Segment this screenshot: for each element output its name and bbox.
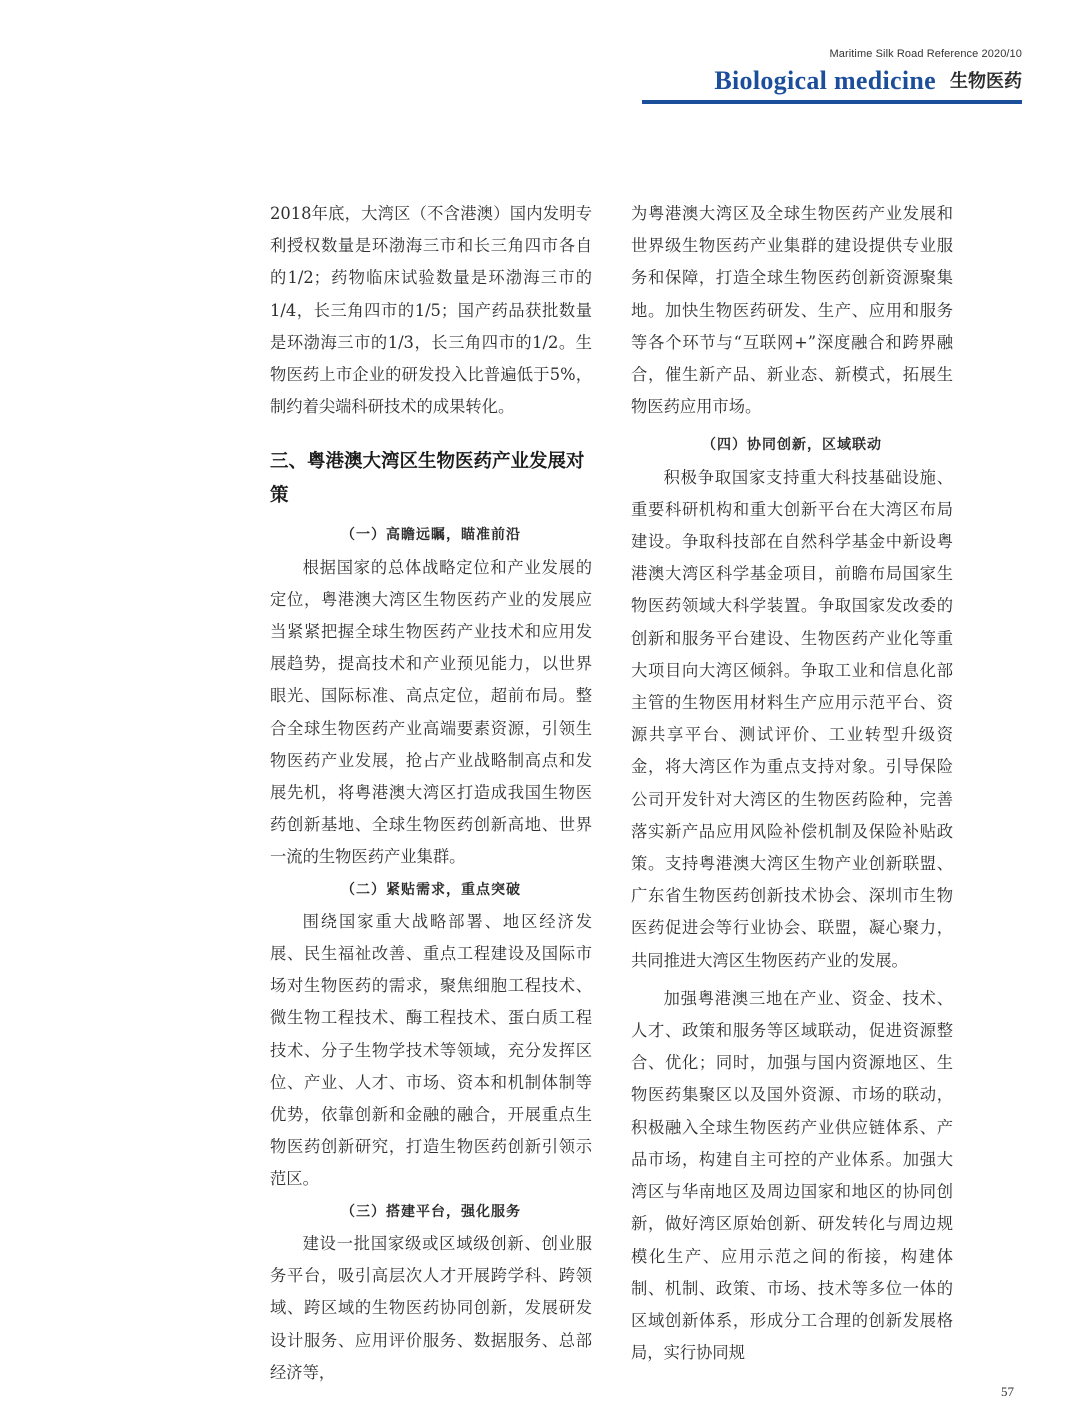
- subheading-1: （一）高瞻远瞩，瞄准前沿: [341, 527, 521, 544]
- page-header: [0, 0, 1080, 110]
- paragraph-3: 建设一批国家级或区域级创新、创业服务平台，吸引高层次人才开展跨学科、跨领域、跨区域的生物医药协同创新，发展研发设计服务、应用评价服务、数据服务、总部经济等，: [270, 1233, 592, 1382]
- paragraph-2: 围绕国家重大战略部署、地区经济发展、民生福祉改善、重点工程建设及国际市场对生物医药的需求，聚焦细胞工程技术、微生物工程技术、酶工程技术、蛋白质工程技术、分子生物学技术等领域，充分发挥区位、产业、人才、市场、资本和机制体制等优势，依靠创新和金融的融合，开展重点生物医药创新研究，打造生物医药创新引领示范区。: [270, 911, 592, 1189]
- paragraph-4b: 加强粤港澳三地在产业、资金、技术、人才、政策和服务等区域联动，促进资源整合、优化；同时，加强与国内资源地区、生物医药集聚区以及国外资源、市场的联动，积极融入全球生物医药产业供应链体系、产品市场，构建自主可控的产业体系。加强大湾区与华南地区及周边国家和地区的协同创新，做好湾区原始创新、研发转化与周边规模化生产、应用示范之间的衔接，构建体制、机制、政策、市场、技术等多位一体的区域创新体系，形成分工合理的创新发展格局，实行协同规: [631, 988, 953, 1363]
- header-rule: [642, 100, 1022, 104]
- section-title: [714, 66, 1022, 96]
- section-title-english: Biological medicine: [714, 66, 936, 95]
- section-title-chinese: 生物医药: [950, 71, 1022, 92]
- paragraph-4a: 积极争取国家支持重大科技基础设施、重要科研机构和重大创新平台在大湾区布局建设。争取科技部在自然科学基金中新设粤港澳大湾区科学基金项目，前瞻布局国家生物医药领域大科学装置。争取国家发改委的创新和服务平台建设、生物医药产业化等重大项目向大湾区倾斜。争取工业和信息化部主管的生物医用材料生产应用示范平台、资源共享平台、测试评价、工业转型升级资金，将大湾区作为重点支持对象。引导保险公司开发针对大湾区的生物医药险种，完善落实新产品应用风险补偿机制及保险补贴政策。支持粤港澳大湾区生物产业创新联盟、广东省生物医药创新技术协会、深圳市生物医药促进会等行业协会、联盟，凝心聚力，共同推进大湾区生物医药产业的发展。: [631, 467, 953, 970]
- journal-name: Maritime Silk Road Reference 2020/10: [829, 48, 1022, 60]
- subheading-3: （三）搭建平台，强化服务: [341, 1203, 521, 1220]
- main-heading: 三、粤港澳大湾区生物医药产业发展对策: [270, 451, 585, 507]
- subheading-2: （二）紧贴需求，重点突破: [341, 881, 521, 898]
- right-column: [631, 198, 953, 1369]
- page-number: 57: [1001, 1384, 1014, 1399]
- intro-paragraph: 2018年底，大湾区（不含港澳）国内发明专利授权数量是环渤海三市和长三角四市各自的1/2；药物临床试验数量是环渤海三市的1/4，长三角四市的1/5；国产药品获批数量是环渤海三市的1/3，长三角四市的1/2。生物医药上市企业的研发投入比普遍低于5%，制约着尖端科研技术的成果转化。: [270, 204, 592, 417]
- left-column: [270, 198, 592, 1389]
- paragraph-1: 根据国家的总体战略定位和产业发展的定位，粤港澳大湾区生物医药产业的发展应当紧紧把握全球生物医药产业技术和应用发展趋势，提高技术和产业预见能力，以世界眼光、国际标准、高点定位，超前布局。整合全球生物医药产业高端要素资源，引领生物医药产业发展，抢占产业战略制高点和发展先机，将粤港澳大湾区打造成我国生物医药创新基地、全球生物医药创新高地、世界一流的生物医药产业集群。: [270, 557, 592, 867]
- subheading-4: （四）协同创新，区域联动: [702, 437, 882, 454]
- continued-paragraph: 为粤港澳大湾区及全球生物医药产业发展和世界级生物医药产业集群的建设提供专业服务和保障，打造全球生物医药创新资源聚集地。加快生物医药研发、生产、应用和服务等各个环节与“互联网+”深度融合和跨界融合，催生新产品、新业态、新模式，拓展生物医药应用市场。: [631, 204, 953, 417]
